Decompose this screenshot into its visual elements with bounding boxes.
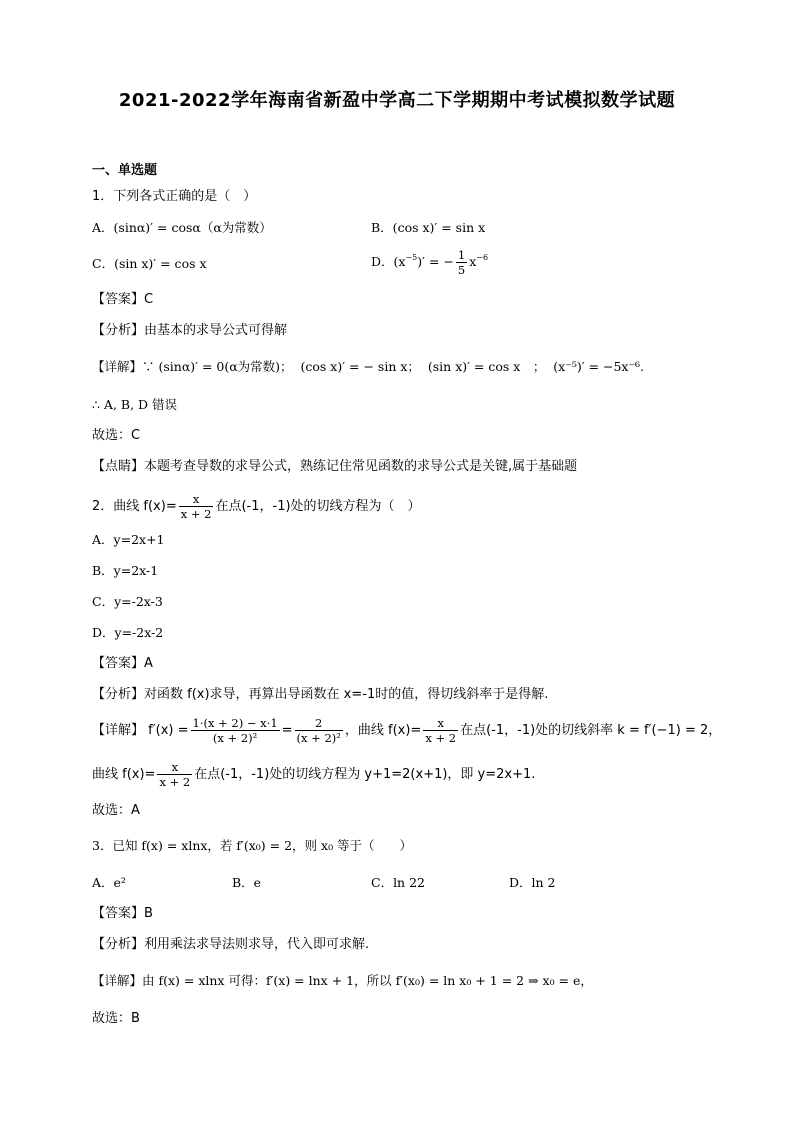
question-2-option-a: A．y=2x+1	[92, 532, 165, 547]
question-2-detail: 【详解】 f′(x) = $\frac{1\cdot(x + 2) - x\cdot 1}{\text{(x + 2)²}}$ = $\frac{2}{\text{(x + 2)²}}$ ，曲线 f(x)= $\frac{x}{x + 2}$ 在点(-1，-1)处的切线斜率 k = f′(−1) = 2，	[92, 716, 722, 745]
question-1-detail: 【详解】∵ (sinα)′ = 0(α为常数)； (cos x)′ = − sin x； (sin x)′ = cos x ； (x⁻⁵)′ = −5x⁻⁶.	[92, 359, 645, 374]
page-title: 2021-2022学年海南省新盈中学高二下学期期中考试模拟数学试题	[118, 90, 676, 111]
question-1-analysis: 【分析】由基本的求导公式可得解	[92, 323, 288, 338]
question-2-answer: 【答案】A	[92, 656, 153, 671]
question-2-detail-line-2: 曲线 f(x)= $\frac{x}{x + 2}$ 在点(-1，-1)处的切线方程为 y+1=2(x+1)，即 y=2x+1.	[92, 760, 536, 789]
question-3-analysis: 【分析】利用乘法求导法则求导，代入即可求解.	[92, 937, 370, 952]
question-3-option-b: B．e	[232, 875, 262, 890]
question-3-option-d: D．ln 2	[509, 875, 556, 890]
question-2-option-c: C．y=-2x-3	[92, 594, 163, 609]
question-3-detail: 【详解】由 f(x) = xlnx 可得：f′(x) = lnx + 1，所以 f′(x₀) = ln x₀ + 1 = 2 ⇒ x₀ = e，	[92, 973, 593, 988]
question-2-option-b: B．y=2x-1	[92, 563, 159, 578]
question-1-answer: 【答案】C	[92, 292, 154, 307]
question-1-option-c: C．(sin x)′ = cos x	[92, 256, 207, 271]
question-2-stem: 2．曲线 f(x)= $\frac{x}{x + 2}$ 在点(-1，-1)处的切线方程为（ ）	[92, 492, 421, 521]
question-2-choice: 故选：A	[92, 803, 140, 818]
question-3-stem: 3．已知 f(x) = xlnx，若 f′(x₀) = 2，则 x₀ 等于（ ）	[92, 838, 413, 853]
question-2-option-d: D．y=-2x-2	[92, 625, 164, 640]
question-1-option-a: A．(sinα)′ = cosα（α为常数）	[92, 220, 272, 235]
question-1-stem: 1．下列各式正确的是（ ）	[92, 189, 257, 204]
question-3-choice: 故选：B	[92, 1011, 140, 1026]
question-1-choice: 故选：C	[92, 428, 141, 443]
question-1-conclusion: ∴ A, B, D 错误	[92, 397, 178, 412]
question-1-option-b: B．(cos x)′ = sin x	[371, 220, 486, 235]
section-heading: 一、单选题	[92, 163, 158, 178]
question-1-comment: 【点睛】本题考查导数的求导公式，熟练记住常见函数的求导公式是关键,属于基础题	[92, 459, 578, 474]
question-1-option-d: D．$(x^{-5})'$ = − $\frac{1}{5}$ $x^{-6}$	[371, 248, 489, 277]
question-3-option-a: A．e²	[92, 875, 126, 890]
question-2-analysis: 【分析】对函数 f(x)求导，再算出导函数在 x=-1时的值，得切线斜率于是得解.	[92, 687, 549, 702]
question-3-answer: 【答案】B	[92, 906, 153, 921]
question-3-option-c: C．ln 22	[371, 875, 425, 890]
